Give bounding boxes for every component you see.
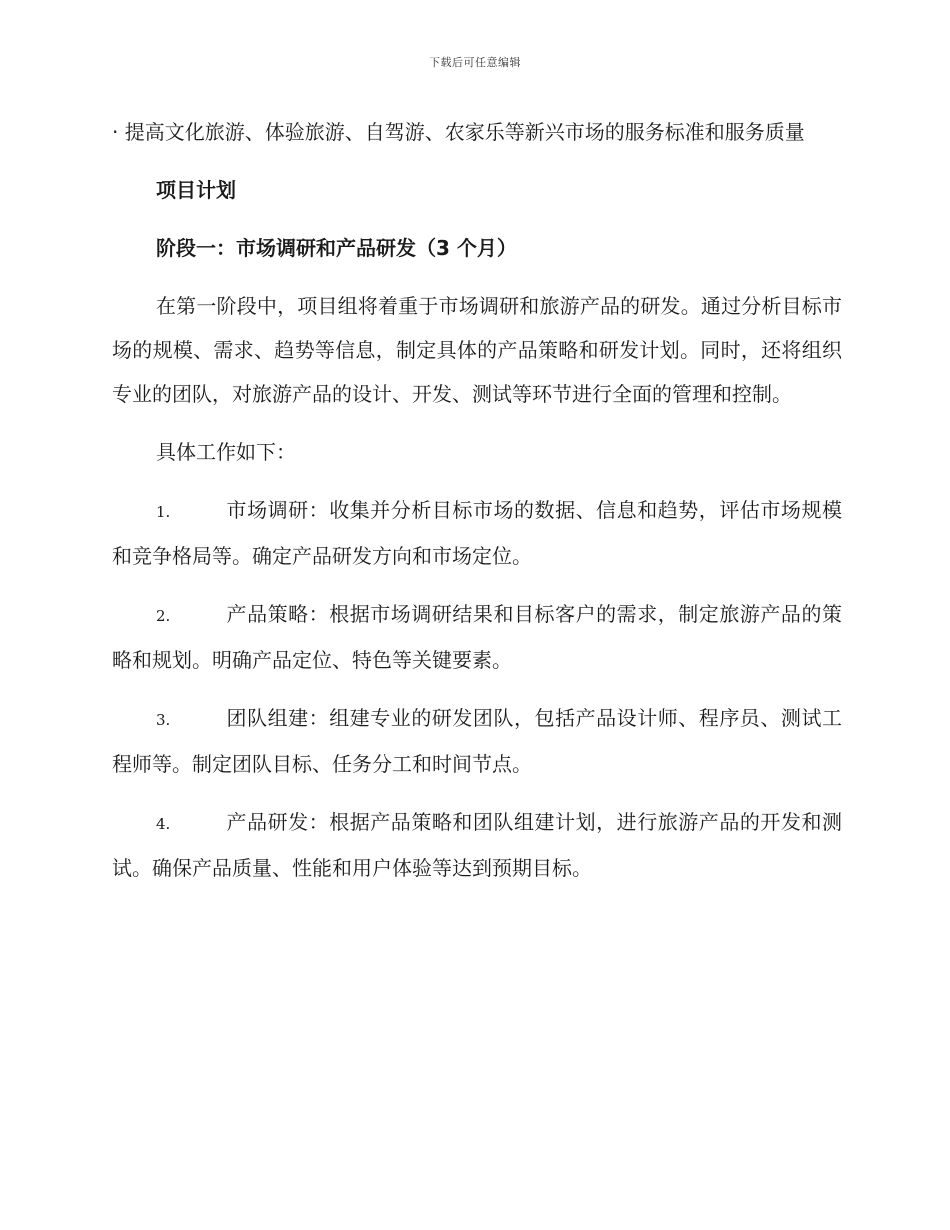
list-text: 市场调研：收集并分析目标市场的数据、信息和趋势，评估市场规模和竞争格局等。确定产品研发方向和市场定位。	[112, 498, 842, 568]
bullet-paragraph: · 提高文化旅游、体验旅游、自驾游、农家乐等新兴市场的服务标准和服务质量	[112, 120, 805, 144]
section-title: 项目计划	[156, 178, 236, 202]
phase-title: 阶段一：市场调研和产品研发（3 个月）	[156, 236, 517, 260]
list-number: 2.	[156, 607, 171, 625]
list-number: 3.	[156, 711, 171, 729]
list-item	[112, 488, 842, 578]
work-lead: 具体工作如下：	[156, 440, 296, 464]
header-note: 下载后可任意编辑	[429, 56, 521, 69]
list-text: 产品策略：根据市场调研结果和目标客户的需求，制定旅游产品的策略和规划。明确产品定位、特色等关键要素。	[112, 602, 842, 672]
list-text: 产品研发：根据产品策略和团队组建计划，进行旅游产品的开发和测试。确保产品质量、性能和用户体验等达到预期目标。	[112, 810, 842, 880]
list-item	[112, 592, 842, 682]
list-item	[112, 800, 842, 890]
list-text: 团队组建：组建专业的研发团队，包括产品设计师、程序员、测试工程师等。制定团队目标、任务分工和时间节点。	[112, 706, 842, 776]
list-number: 1.	[156, 503, 171, 521]
list-item	[112, 696, 842, 786]
list-number: 4.	[156, 815, 171, 833]
document-body	[112, 110, 842, 904]
intro-paragraph: 在第一阶段中，项目组将着重于市场调研和旅游产品的研发。通过分析目标市场的规模、需求、趋势等信息，制定具体的产品策略和研发计划。同时，还将组织专业的团队，对旅游产品的设计、开发、测试等环节进行全面的管理和控制。	[112, 294, 842, 406]
